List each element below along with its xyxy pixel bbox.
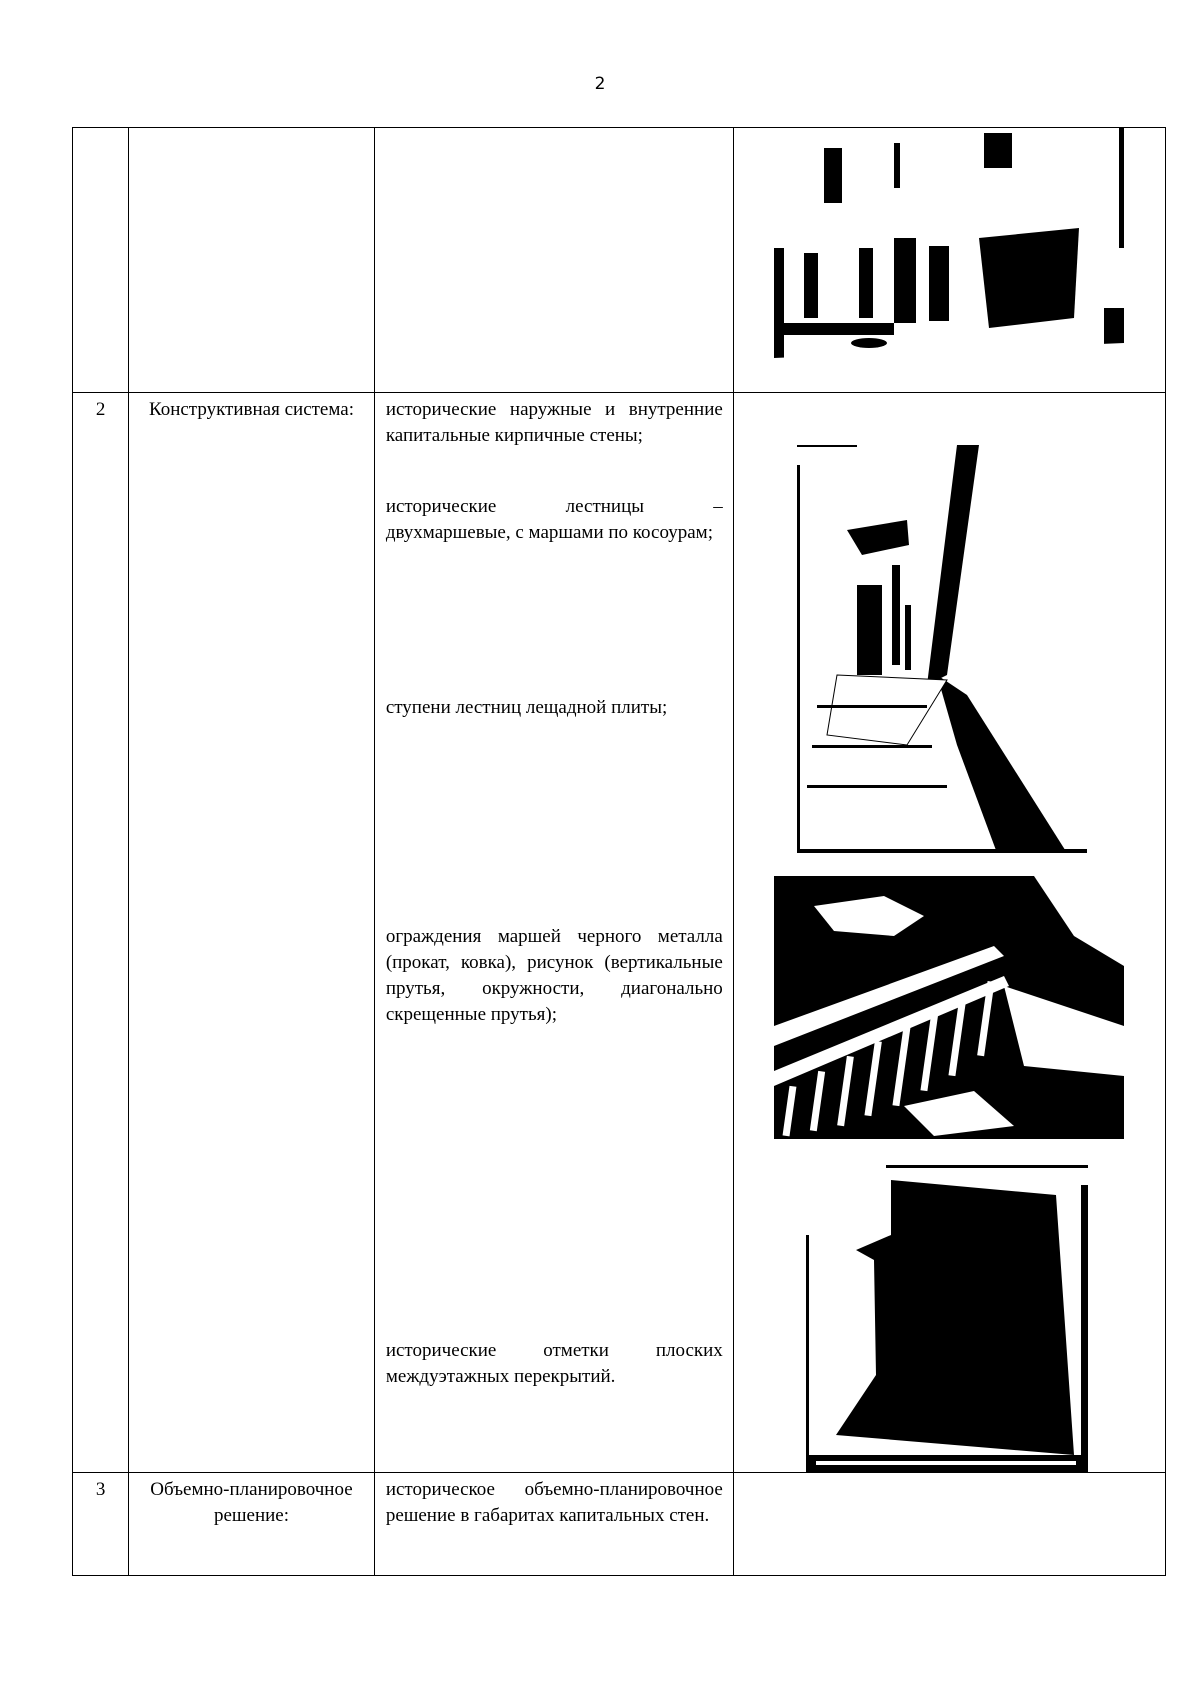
description-paragraph: исторические наружные и внутренние капитальные кирпичные стены; (385, 399, 723, 446)
row-number-cell: 3 (73, 1473, 129, 1576)
floor-slab-photo (806, 1165, 1088, 1473)
table-row (73, 393, 1166, 1473)
table-row (73, 128, 1166, 393)
row-number-cell: 2 (73, 393, 129, 1473)
row-name-cell (129, 128, 375, 393)
building-courtyard-photo (774, 128, 1124, 375)
row-description-cell (374, 1473, 733, 1576)
table-row (73, 1473, 1166, 1576)
row-name-cell: Объемно-планировочное решение: (129, 1473, 375, 1576)
row-number-cell (73, 128, 129, 393)
monument-subject-table (72, 127, 1166, 1576)
row-description-cell (374, 128, 733, 393)
description-paragraph: исторические отметки плоских междуэтажных перекрытий. (385, 1340, 723, 1387)
row-description-cell (374, 393, 733, 1473)
staircase-photo (797, 445, 1087, 853)
description-paragraph: ограждения маршей черного металла (прокат, ковка), рисунок (вертикальные прутья, окружности, диагонально скрещенные прутья); (385, 926, 723, 1025)
description-paragraph: исторические лестницы – двухмаршевые, с маршами по косоурам; (385, 496, 723, 543)
description-paragraph: ступени лестниц лещадной плиты; (385, 697, 668, 718)
row-name-cell: Конструктивная система: (129, 393, 375, 1473)
row-photo-cell (733, 128, 1165, 393)
stair-railing-photo (774, 876, 1124, 1139)
row-photo-cell (733, 393, 1165, 1473)
description-paragraph: историческое объемно-планировочное решение в габаритах капитальных стен. (385, 1479, 723, 1526)
page-number: 2 (594, 74, 606, 94)
row-photo-cell (733, 1473, 1165, 1576)
